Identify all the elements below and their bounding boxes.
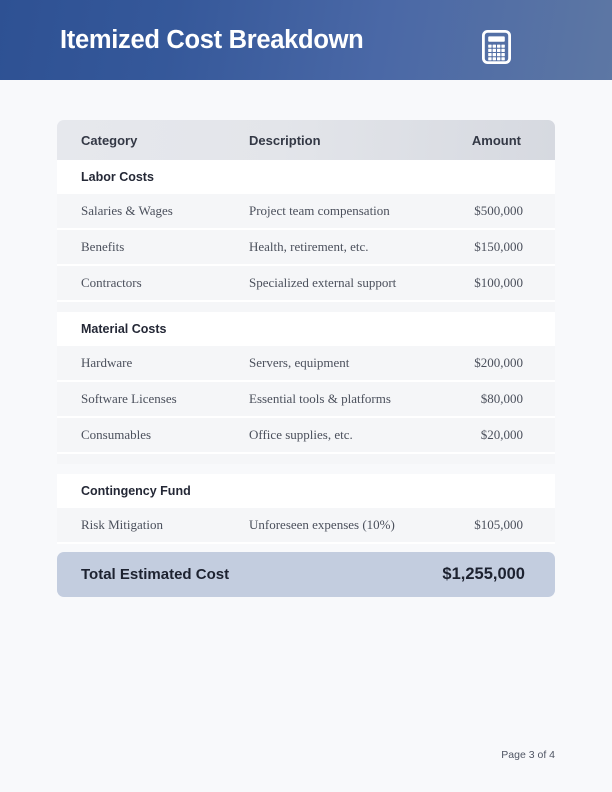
cell-amount: $105,000 (474, 517, 523, 532)
section-header-row (57, 474, 555, 508)
cell-description: Essential tools & platforms (249, 391, 391, 406)
cell-category: Risk Mitigation (81, 517, 163, 532)
calculator-icon (482, 30, 511, 64)
document-header (0, 0, 612, 80)
cell-category: Software Licenses (81, 391, 177, 406)
cell-description: Unforeseen expenses (10%) (249, 517, 395, 532)
cell-amount: $200,000 (474, 355, 523, 370)
total-spacer (57, 544, 555, 552)
itemized-cost-table (57, 120, 555, 597)
table-row (57, 194, 555, 230)
section-spacer (57, 464, 555, 474)
table-row (57, 382, 555, 418)
table-header-row (57, 120, 555, 160)
section-header-row (57, 160, 555, 194)
section-title: Material Costs (81, 322, 167, 336)
cell-description: Servers, equipment (249, 355, 350, 370)
section-spacer (57, 454, 555, 464)
page-title: Itemized Cost Breakdown (60, 26, 364, 54)
cell-amount: $20,000 (480, 427, 523, 442)
column-header-description: Description (249, 132, 321, 148)
cell-amount: $150,000 (474, 239, 523, 254)
cell-category: Benefits (81, 239, 125, 254)
column-header-amount: Amount (471, 132, 521, 148)
cell-category: Hardware (81, 355, 133, 370)
page-number-footer: Page 3 of 4 (501, 749, 555, 761)
cell-amount: $100,000 (474, 275, 523, 290)
table-row (57, 418, 555, 454)
section-spacer (57, 302, 555, 312)
section-title: Contingency Fund (81, 484, 191, 498)
table-row (57, 346, 555, 382)
cell-description: Project team compensation (249, 203, 390, 218)
cell-description: Specialized external support (249, 275, 397, 290)
table-row (57, 266, 555, 302)
total-label: Total Estimated Cost (81, 566, 230, 583)
cell-category: Consumables (81, 427, 152, 442)
total-amount: $1,255,000 (442, 565, 525, 583)
total-row (57, 552, 555, 597)
table-row (57, 508, 555, 544)
table-row (57, 230, 555, 266)
section-header-row (57, 312, 555, 346)
cell-category: Contractors (81, 275, 142, 290)
cell-description: Office supplies, etc. (249, 427, 353, 442)
cell-amount: $80,000 (480, 391, 523, 406)
column-header-category: Category (81, 132, 138, 148)
cell-amount: $500,000 (474, 203, 523, 218)
cell-category: Salaries & Wages (81, 203, 173, 218)
cell-description: Health, retirement, etc. (249, 239, 369, 254)
section-title: Labor Costs (81, 170, 154, 184)
